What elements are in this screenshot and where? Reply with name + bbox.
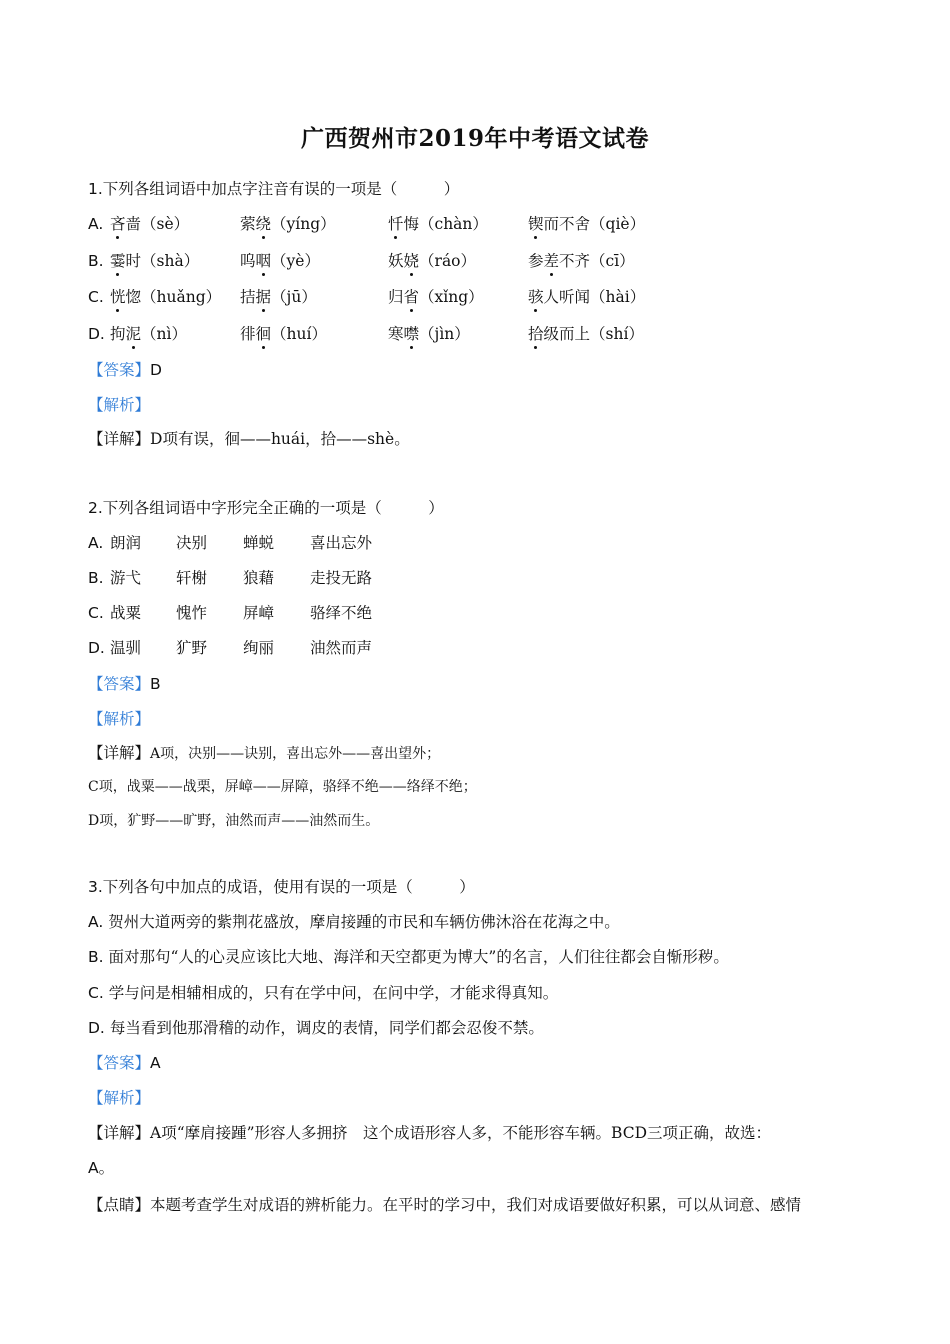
q2-option-b	[88, 567, 488, 589]
item-text: （yíng）	[271, 215, 336, 233]
option-letter: A.	[88, 534, 104, 552]
option-item	[388, 286, 484, 308]
item-text: 妖	[388, 252, 404, 270]
option-letter: A.	[88, 215, 104, 233]
option-letter: B.	[88, 569, 104, 587]
q3-point: 【点睛】本题考查学生对成语的辨析能力。在平时的学习中，我们对成语要做好积累，可以从词意、感情	[88, 1196, 802, 1214]
q3-answer: 【答案】A	[88, 1054, 161, 1072]
option-item	[388, 250, 476, 272]
option-word: 油然而声	[310, 639, 373, 657]
option-item	[240, 323, 327, 345]
option-word: 喜出忘外	[310, 534, 373, 552]
option-word: 游弋	[110, 569, 142, 587]
dotted-char: 据	[255, 288, 272, 306]
dotted-char: 娆	[403, 252, 420, 270]
option-word: 犷野	[176, 639, 208, 657]
option-word: 蝉蜕	[243, 534, 275, 552]
option-letter: B.	[88, 252, 104, 270]
q2-option-c	[88, 602, 488, 624]
option-word: 绚丽	[243, 639, 275, 657]
dotted-char: 吝	[110, 215, 126, 233]
q3-option-c: C. 学与问是相辅相成的，只有在学中问，在问中学，才能求得真知。	[88, 984, 559, 1002]
dotted-char: 忏	[388, 215, 404, 233]
q2-detail-3: D项，犷野——旷野，油然而声——油然而生。	[88, 813, 380, 829]
item-text: 参	[528, 252, 544, 270]
option-letter: C.	[88, 604, 104, 622]
q2-detail-2: C项，战粟——战栗，屏嶂——屏障，骆绎不绝——络绎不绝；	[88, 779, 477, 795]
item-text: 呜	[240, 252, 256, 270]
option-letter: D.	[88, 639, 105, 657]
item-text: 时（shà）	[125, 252, 200, 270]
item-text: （nì）	[141, 325, 187, 343]
option-word: 骆绎不绝	[310, 604, 373, 622]
q1-option-a	[88, 213, 848, 235]
dotted-char: 绕	[255, 215, 272, 233]
option-word: 温驯	[110, 639, 142, 657]
dotted-char: 霎	[110, 252, 126, 270]
option-item	[528, 250, 635, 272]
item-text: 寒	[388, 325, 404, 343]
option-item	[240, 286, 317, 308]
q3-detail-cont: A。	[88, 1159, 115, 1177]
dotted-char: 省	[403, 288, 420, 306]
item-text: 归	[388, 288, 404, 306]
option-word: 战粟	[110, 604, 142, 622]
option-item	[110, 250, 199, 272]
q3-option-a: A. 贺州大道两旁的紫荆花盛放，摩肩接踵的市民和车辆仿佛沐浴在花海之中。	[88, 913, 620, 931]
q1-analysis-tag: 【解析】	[88, 396, 151, 414]
option-word: 狼藉	[243, 569, 275, 587]
option-item	[388, 323, 470, 345]
dotted-char: 锲	[528, 215, 544, 233]
dotted-char: 咽	[255, 252, 272, 270]
option-item	[110, 286, 221, 308]
item-text: 不齐（cī）	[559, 252, 635, 270]
q2-answer: 【答案】B	[88, 675, 161, 693]
q3-stem: 3.下列各句中加点的成语，使用有误的一项是（ ）	[88, 878, 475, 896]
option-item	[240, 213, 336, 235]
q2-stem: 2.下列各组词语中字形完全正确的一项是（ ）	[88, 499, 444, 517]
item-text: 徘	[240, 325, 256, 343]
dotted-char: 骇	[528, 288, 544, 306]
q3-analysis-tag: 【解析】	[88, 1089, 151, 1107]
option-item	[110, 213, 189, 235]
option-word: 朗润	[110, 534, 142, 552]
dotted-char: 徊	[255, 325, 272, 343]
option-word: 决别	[176, 534, 208, 552]
item-text: （jū）	[271, 288, 317, 306]
q3-detail: 【详解】A项“摩肩接踵”形容人多拥挤 这个成语形容人多，不能形容车辆。BCD三项正确，故选：	[88, 1124, 772, 1142]
option-item	[528, 323, 644, 345]
item-text: 拘	[110, 325, 126, 343]
item-text: 人听闻（hài）	[543, 288, 646, 306]
option-item	[528, 286, 645, 308]
item-text: （yè）	[271, 252, 320, 270]
option-word: 轩榭	[176, 569, 208, 587]
item-text: 级而上（shí）	[543, 325, 644, 343]
q1-answer: 【答案】D	[88, 361, 162, 379]
item-text: （ráo）	[419, 252, 477, 270]
dotted-char: 差	[543, 252, 560, 270]
item-text: 啬（sè）	[125, 215, 190, 233]
q1-option-b	[88, 250, 848, 272]
option-word: 屏嶂	[243, 604, 275, 622]
q1-detail: 【详解】D项有误，徊——huái，拾——shè。	[88, 430, 410, 448]
q3-option-b: B. 面对那句“人的心灵应该比大地、海洋和天空都更为博大”的名言，人们往往都会自惭形秽。	[88, 948, 729, 966]
q1-option-d	[88, 323, 848, 345]
item-text: （huí）	[271, 325, 327, 343]
option-item	[240, 250, 320, 272]
item-text: （jìn）	[419, 325, 470, 343]
dotted-char: 拾	[528, 325, 544, 343]
option-letter: C.	[88, 288, 104, 306]
q2-option-a	[88, 532, 488, 554]
dotted-char: 噤	[403, 325, 420, 343]
item-text: 萦	[240, 215, 256, 233]
item-text: 而不舍（qiè）	[543, 215, 646, 233]
dotted-char: 恍	[110, 288, 126, 306]
page-title: 广西贺州市2019年中考语文试卷	[300, 125, 649, 152]
q1-stem: 1.下列各组词语中加点字注音有误的一项是（ ）	[88, 180, 460, 198]
item-text: 悔（chàn）	[403, 215, 488, 233]
dotted-char: 泥	[125, 325, 142, 343]
option-item	[110, 323, 187, 345]
item-text: 惚（huǎng）	[125, 288, 222, 306]
q2-option-d	[88, 637, 488, 659]
item-text: 拮	[240, 288, 256, 306]
q2-analysis-tag: 【解析】	[88, 710, 151, 728]
option-letter: D.	[88, 325, 105, 343]
q2-detail-1: 【详解】A项，决别——诀别，喜出忘外——喜出望外；	[88, 744, 441, 762]
item-text: （xǐng）	[419, 288, 484, 306]
option-item	[388, 213, 488, 235]
option-item	[528, 213, 645, 235]
q1-option-c	[88, 286, 848, 308]
option-word: 愧怍	[176, 604, 208, 622]
option-word: 走投无路	[310, 569, 373, 587]
q3-option-d: D. 每当看到他那滑稽的动作，调皮的表情，同学们都会忍俊不禁。	[88, 1019, 544, 1037]
